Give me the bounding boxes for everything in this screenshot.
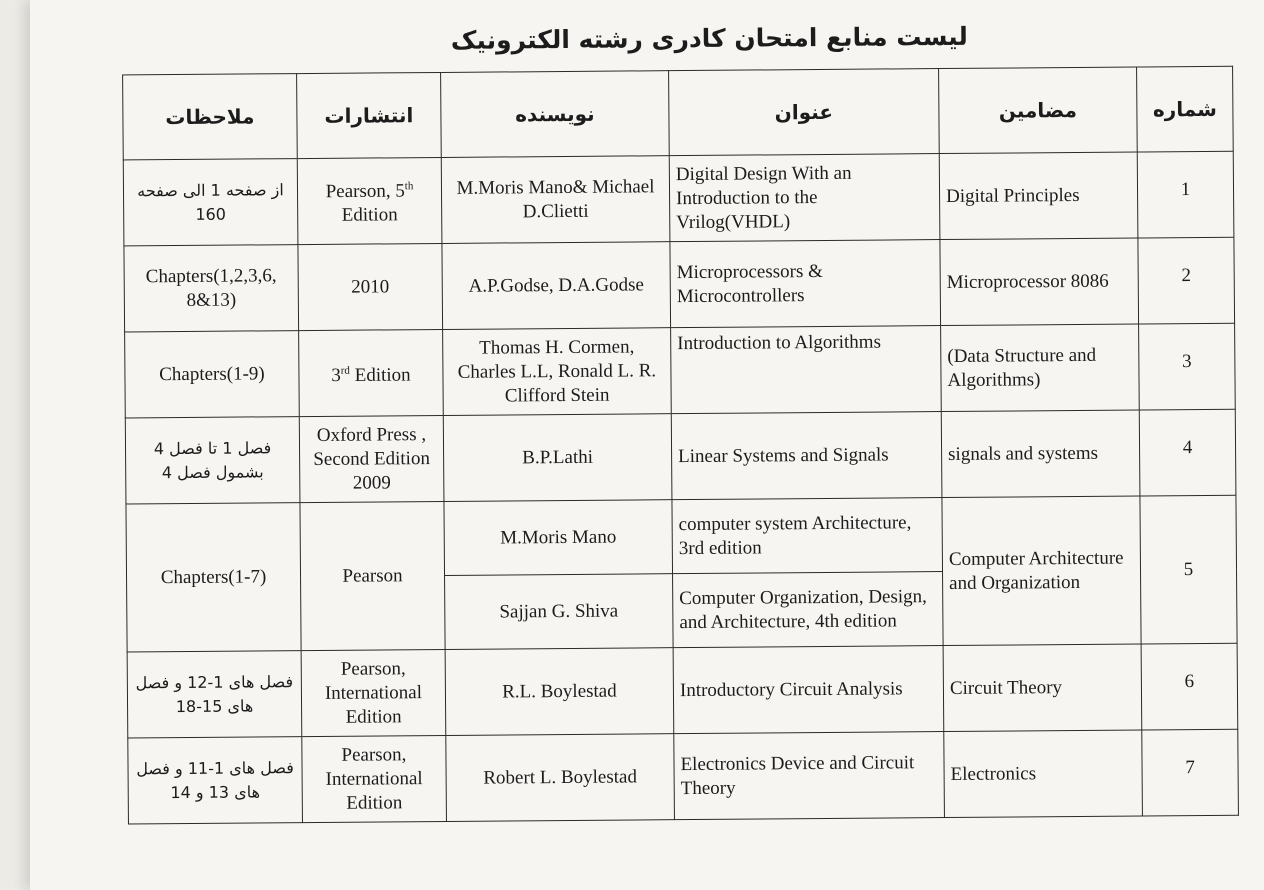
cell-subject: Computer Architecture and Organization bbox=[942, 496, 1141, 646]
cell-book-title: Computer Organization, Design, and Architecture, 4th edition bbox=[673, 572, 944, 648]
cell-publisher: Oxford Press , Second Edition 2009 bbox=[299, 415, 444, 502]
cell-author: M.Moris Mano& Michael D.Clietti bbox=[441, 156, 670, 244]
table-row bbox=[125, 409, 1236, 504]
cell-number: 3 bbox=[1139, 323, 1236, 410]
cell-number: 4 bbox=[1139, 409, 1236, 496]
cell-book-title: Microprocessors & Microcontrollers bbox=[670, 240, 941, 328]
cell-publisher: Pearson, 5th Edition bbox=[297, 157, 442, 244]
header-number: شماره bbox=[1137, 66, 1234, 152]
cell-publisher: Pearson bbox=[300, 501, 445, 650]
table-header-row bbox=[123, 66, 1234, 160]
table-row bbox=[127, 643, 1238, 738]
cell-author: Thomas H. Cormen, Charles L.L, Ronald L. R. Clifford Stein bbox=[443, 328, 672, 416]
cell-author: Robert L. Boylestad bbox=[446, 734, 675, 822]
header-publisher: انتشارات bbox=[297, 72, 442, 158]
cell-subject: Microprocessor 8086 bbox=[940, 238, 1139, 326]
cell-author: M.Moris Mano bbox=[444, 500, 673, 576]
cell-subject: Electronics bbox=[944, 730, 1143, 818]
table-row bbox=[124, 237, 1235, 332]
cell-book-title: Introduction to Algorithms bbox=[671, 326, 942, 414]
document bbox=[122, 4, 1264, 883]
header-author: نویسنده bbox=[441, 71, 670, 158]
scanned-page bbox=[30, 0, 1264, 890]
cell-subject: Circuit Theory bbox=[943, 644, 1142, 732]
header-book-title: عنوان bbox=[669, 69, 940, 156]
cell-subject: Digital Principles bbox=[939, 152, 1138, 240]
cell-author: Sajjan G. Shiva bbox=[445, 574, 674, 650]
cell-number: 7 bbox=[1142, 729, 1239, 816]
cell-remarks: فصل های 1-12 و فصل های 15-18 bbox=[127, 651, 302, 738]
cell-remarks: Chapters(1-9) bbox=[125, 331, 300, 418]
cell-publisher: Pearson, International Edition bbox=[301, 649, 446, 736]
cell-publisher: 2010 bbox=[298, 243, 443, 330]
table-row bbox=[123, 151, 1234, 246]
cell-book-title: Introductory Circuit Analysis bbox=[673, 646, 944, 734]
cell-book-title: Digital Design With an Introduction to the Vrilog(VHDL) bbox=[669, 154, 940, 242]
cell-number: 6 bbox=[1141, 643, 1238, 730]
cell-number: 5 bbox=[1140, 495, 1237, 644]
table-row bbox=[126, 495, 1237, 578]
cell-publisher: 3rd Edition bbox=[299, 329, 444, 416]
cell-author: B.P.Lathi bbox=[443, 414, 672, 502]
cell-remarks: Chapters(1,2,3,6, 8&13) bbox=[124, 245, 299, 332]
cell-remarks: فصل 1 تا فصل 4 بشمول فصل 4 bbox=[125, 417, 300, 504]
cell-book-title: Linear Systems and Signals bbox=[671, 412, 942, 500]
cell-number: 2 bbox=[1138, 237, 1235, 324]
cell-remarks: از صفحه 1 الی صفحه 160 bbox=[123, 159, 298, 246]
cell-remarks: فصل های 1-11 و فصل های 13 و 14 bbox=[128, 737, 303, 824]
header-subject: مضامین bbox=[939, 67, 1138, 154]
table-row bbox=[128, 729, 1239, 824]
cell-remarks: Chapters(1-7) bbox=[126, 503, 301, 652]
cell-book-title: computer system Architecture, 3rd edition bbox=[672, 498, 943, 574]
cell-author: R.L. Boylestad bbox=[445, 648, 674, 736]
header-remarks: ملاحظات bbox=[123, 74, 298, 160]
cell-author: A.P.Godse, D.A.Godse bbox=[442, 242, 671, 330]
cell-subject: (Data Structure and Algorithms) bbox=[941, 324, 1140, 412]
cell-book-title: Electronics Device and Circuit Theory bbox=[674, 732, 945, 820]
cell-subject: signals and systems bbox=[941, 410, 1140, 498]
cell-publisher: Pearson, International Edition bbox=[302, 735, 447, 822]
table-row bbox=[125, 323, 1236, 418]
cell-number: 1 bbox=[1137, 151, 1234, 238]
resources-table bbox=[122, 66, 1239, 825]
document-title: لیست منابع امتحان کادری رشته الکترونیک bbox=[450, 21, 968, 55]
